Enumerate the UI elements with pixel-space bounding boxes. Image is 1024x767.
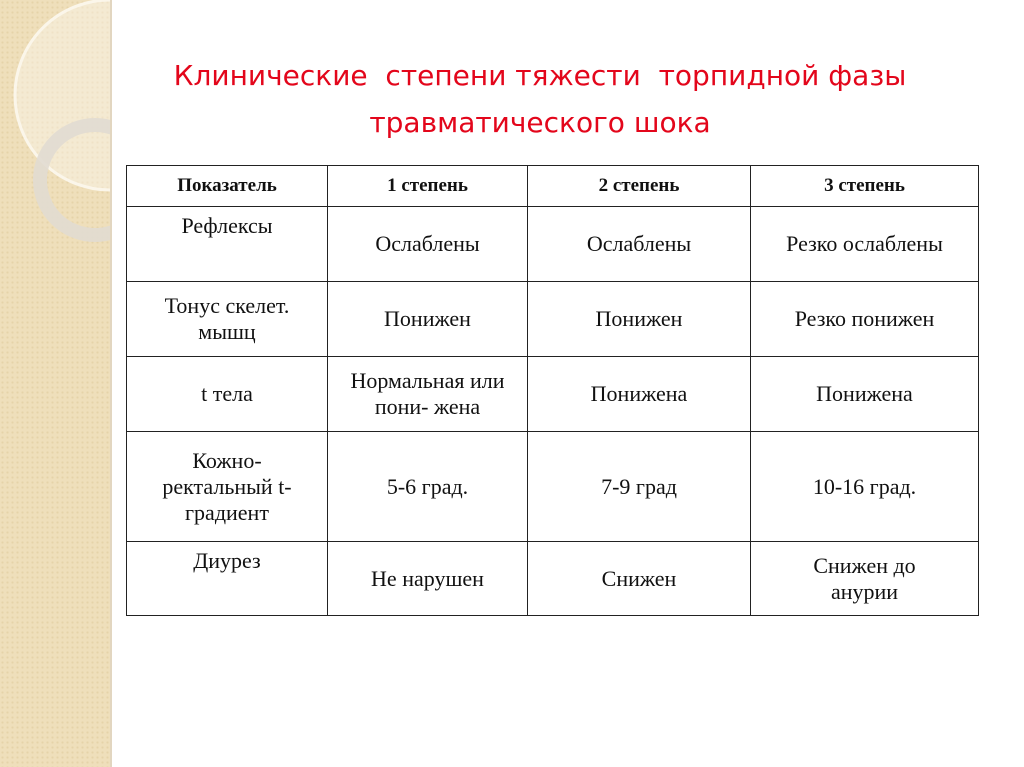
table-row (127, 357, 979, 432)
decorative-sidebar (0, 0, 112, 767)
table-row (127, 542, 979, 616)
table-cell: Ослаблены (528, 207, 751, 282)
table-cell: Понижен (528, 282, 751, 357)
table-cell: Понижен (328, 282, 528, 357)
header-cell: 2 степень (528, 166, 751, 207)
table-cell: Резко ослаблены (751, 207, 979, 282)
title-line-2: травматического шока (369, 106, 711, 139)
table-cell: Нормальная или пони- жена (328, 357, 528, 432)
circles-decoration-icon (0, 0, 112, 767)
table-header-row (127, 166, 979, 207)
row-label: Тонус скелет. мышц (127, 282, 328, 357)
row-label: t тела (127, 357, 328, 432)
table-cell: 7-9 град (528, 432, 751, 542)
table-cell: Понижена (528, 357, 751, 432)
row-label: Диурез (127, 542, 328, 616)
row-label: Рефлексы (127, 207, 328, 282)
header-cell: 3 степень (751, 166, 979, 207)
header-cell: Показатель (127, 166, 328, 207)
table-cell: Не нарушен (328, 542, 528, 616)
title-line-1: Клинические степени тяжести торпидной фазы (173, 59, 907, 92)
table-cell: Резко понижен (751, 282, 979, 357)
table-cell: 10-16 град. (751, 432, 979, 542)
table-cell: 5-6 град. (328, 432, 528, 542)
table-cell: Ослаблены (328, 207, 528, 282)
shock-severity-table (126, 165, 979, 616)
table-cell: Понижена (751, 357, 979, 432)
table-cell: Снижен до анурии (751, 542, 979, 616)
table-cell: Снижен (528, 542, 751, 616)
table-row (127, 432, 979, 542)
table-row (127, 207, 979, 282)
header-cell: 1 степень (328, 166, 528, 207)
slide-title (110, 52, 970, 146)
table-row (127, 282, 979, 357)
row-label: Кожно-ректальный t-градиент (127, 432, 328, 542)
